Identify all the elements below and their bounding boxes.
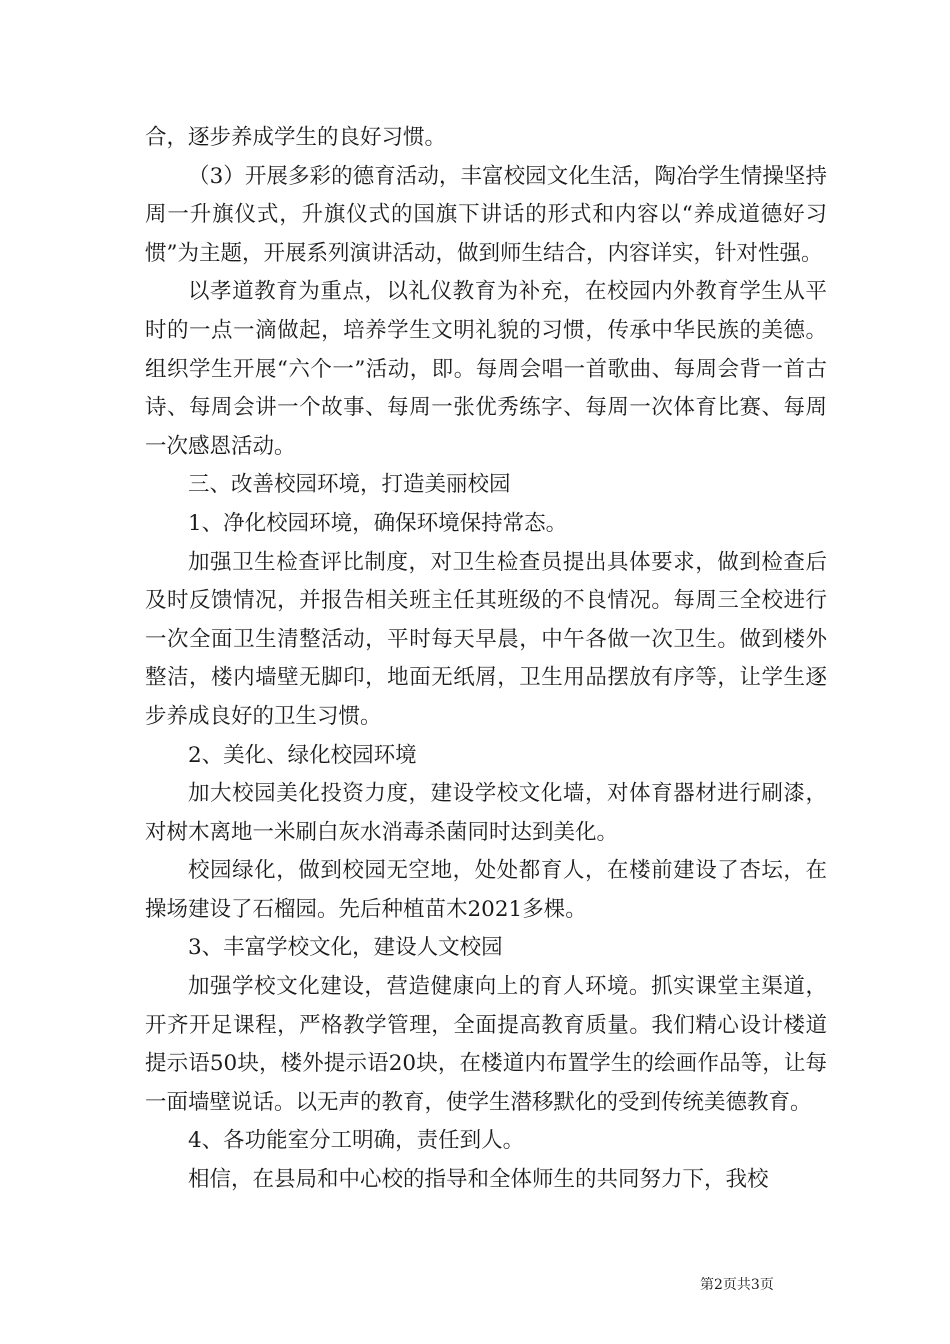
section-heading-environment: 三、改善校园环境，打造美丽校园	[188, 472, 511, 498]
subheading-beautify-campus: 2、美化、绿化校园环境	[188, 742, 417, 768]
paragraph-beautify-investment: 加大校园美化投资力度，建设学校文化墙，对体育器材进行刷漆，对树木离地一米刷白灰水消毒杀菌同时达到美化。	[145, 781, 827, 845]
paragraph-moral-activities: （3）开展多彩的德育活动，丰富校园文化生活，陶冶学生情操坚持周一升旗仪式，升旗仪式的国旗下讲话的形式和内容以“养成道德好习惯”为主题，开展系列演讲活动，做到师生结合，内容详实，针对性强。	[145, 163, 827, 266]
paragraph-conclusion: 相信，在县局和中心校的指导和全体师生的共同努力下，我校	[188, 1167, 769, 1193]
paragraph-hygiene: 加强卫生检查评比制度，对卫生检查员提出具体要求，做到检查后及时反馈情况，并报告相关班主任其班级的不良情况。每周三全校进行一次全面卫生清整活动，平时每天早晨，中午各做一次卫生。做到楼外整洁，楼内墙壁无脚印，地面无纸屑，卫生用品摆放有序等，让学生逐步养成良好的卫生习惯。	[145, 549, 827, 729]
subheading-purify-campus: 1、净化校园环境，确保环境保持常态。	[188, 510, 568, 536]
page-number: 第2页共3页	[700, 1277, 774, 1293]
subheading-function-rooms: 4、各功能室分工明确，责任到人。	[188, 1128, 525, 1154]
paragraph-culture-building: 加强学校文化建设，营造健康向上的育人环境。抓实课堂主渠道，开齐开足课程，严格教学管理，全面提高教育质量。我们精心设计楼道提示语50块，楼外提示语20块，在楼道内布置学生的绘画作品等，让每一面墙壁说话。以无声的教育，使学生潜移默化的受到传统美德教育。	[145, 974, 827, 1115]
paragraph-continuation: 合，逐步养成学生的良好习惯。	[145, 125, 447, 150]
document-body	[145, 119, 827, 1200]
paragraph-filial-piety: 以孝道教育为重点，以礼仪教育为补充，在校园内外教育学生从平时的一点一滴做起，培养学生文明礼貌的习惯，传承中华民族的美德。组织学生开展“六个一”活动，即。每周会唱一首歌曲、每周会背一首古诗、每周会讲一个故事、每周一张优秀练字、每周一次体育比赛、每周一次感恩活动。	[145, 279, 827, 459]
paragraph-greening: 校园绿化，做到校园无空地，处处都育人，在楼前建设了杏坛，在操场建设了石榴园。先后种植苗木2021多棵。	[145, 858, 827, 922]
subheading-school-culture: 3、丰富学校文化，建设人文校园	[188, 935, 503, 961]
